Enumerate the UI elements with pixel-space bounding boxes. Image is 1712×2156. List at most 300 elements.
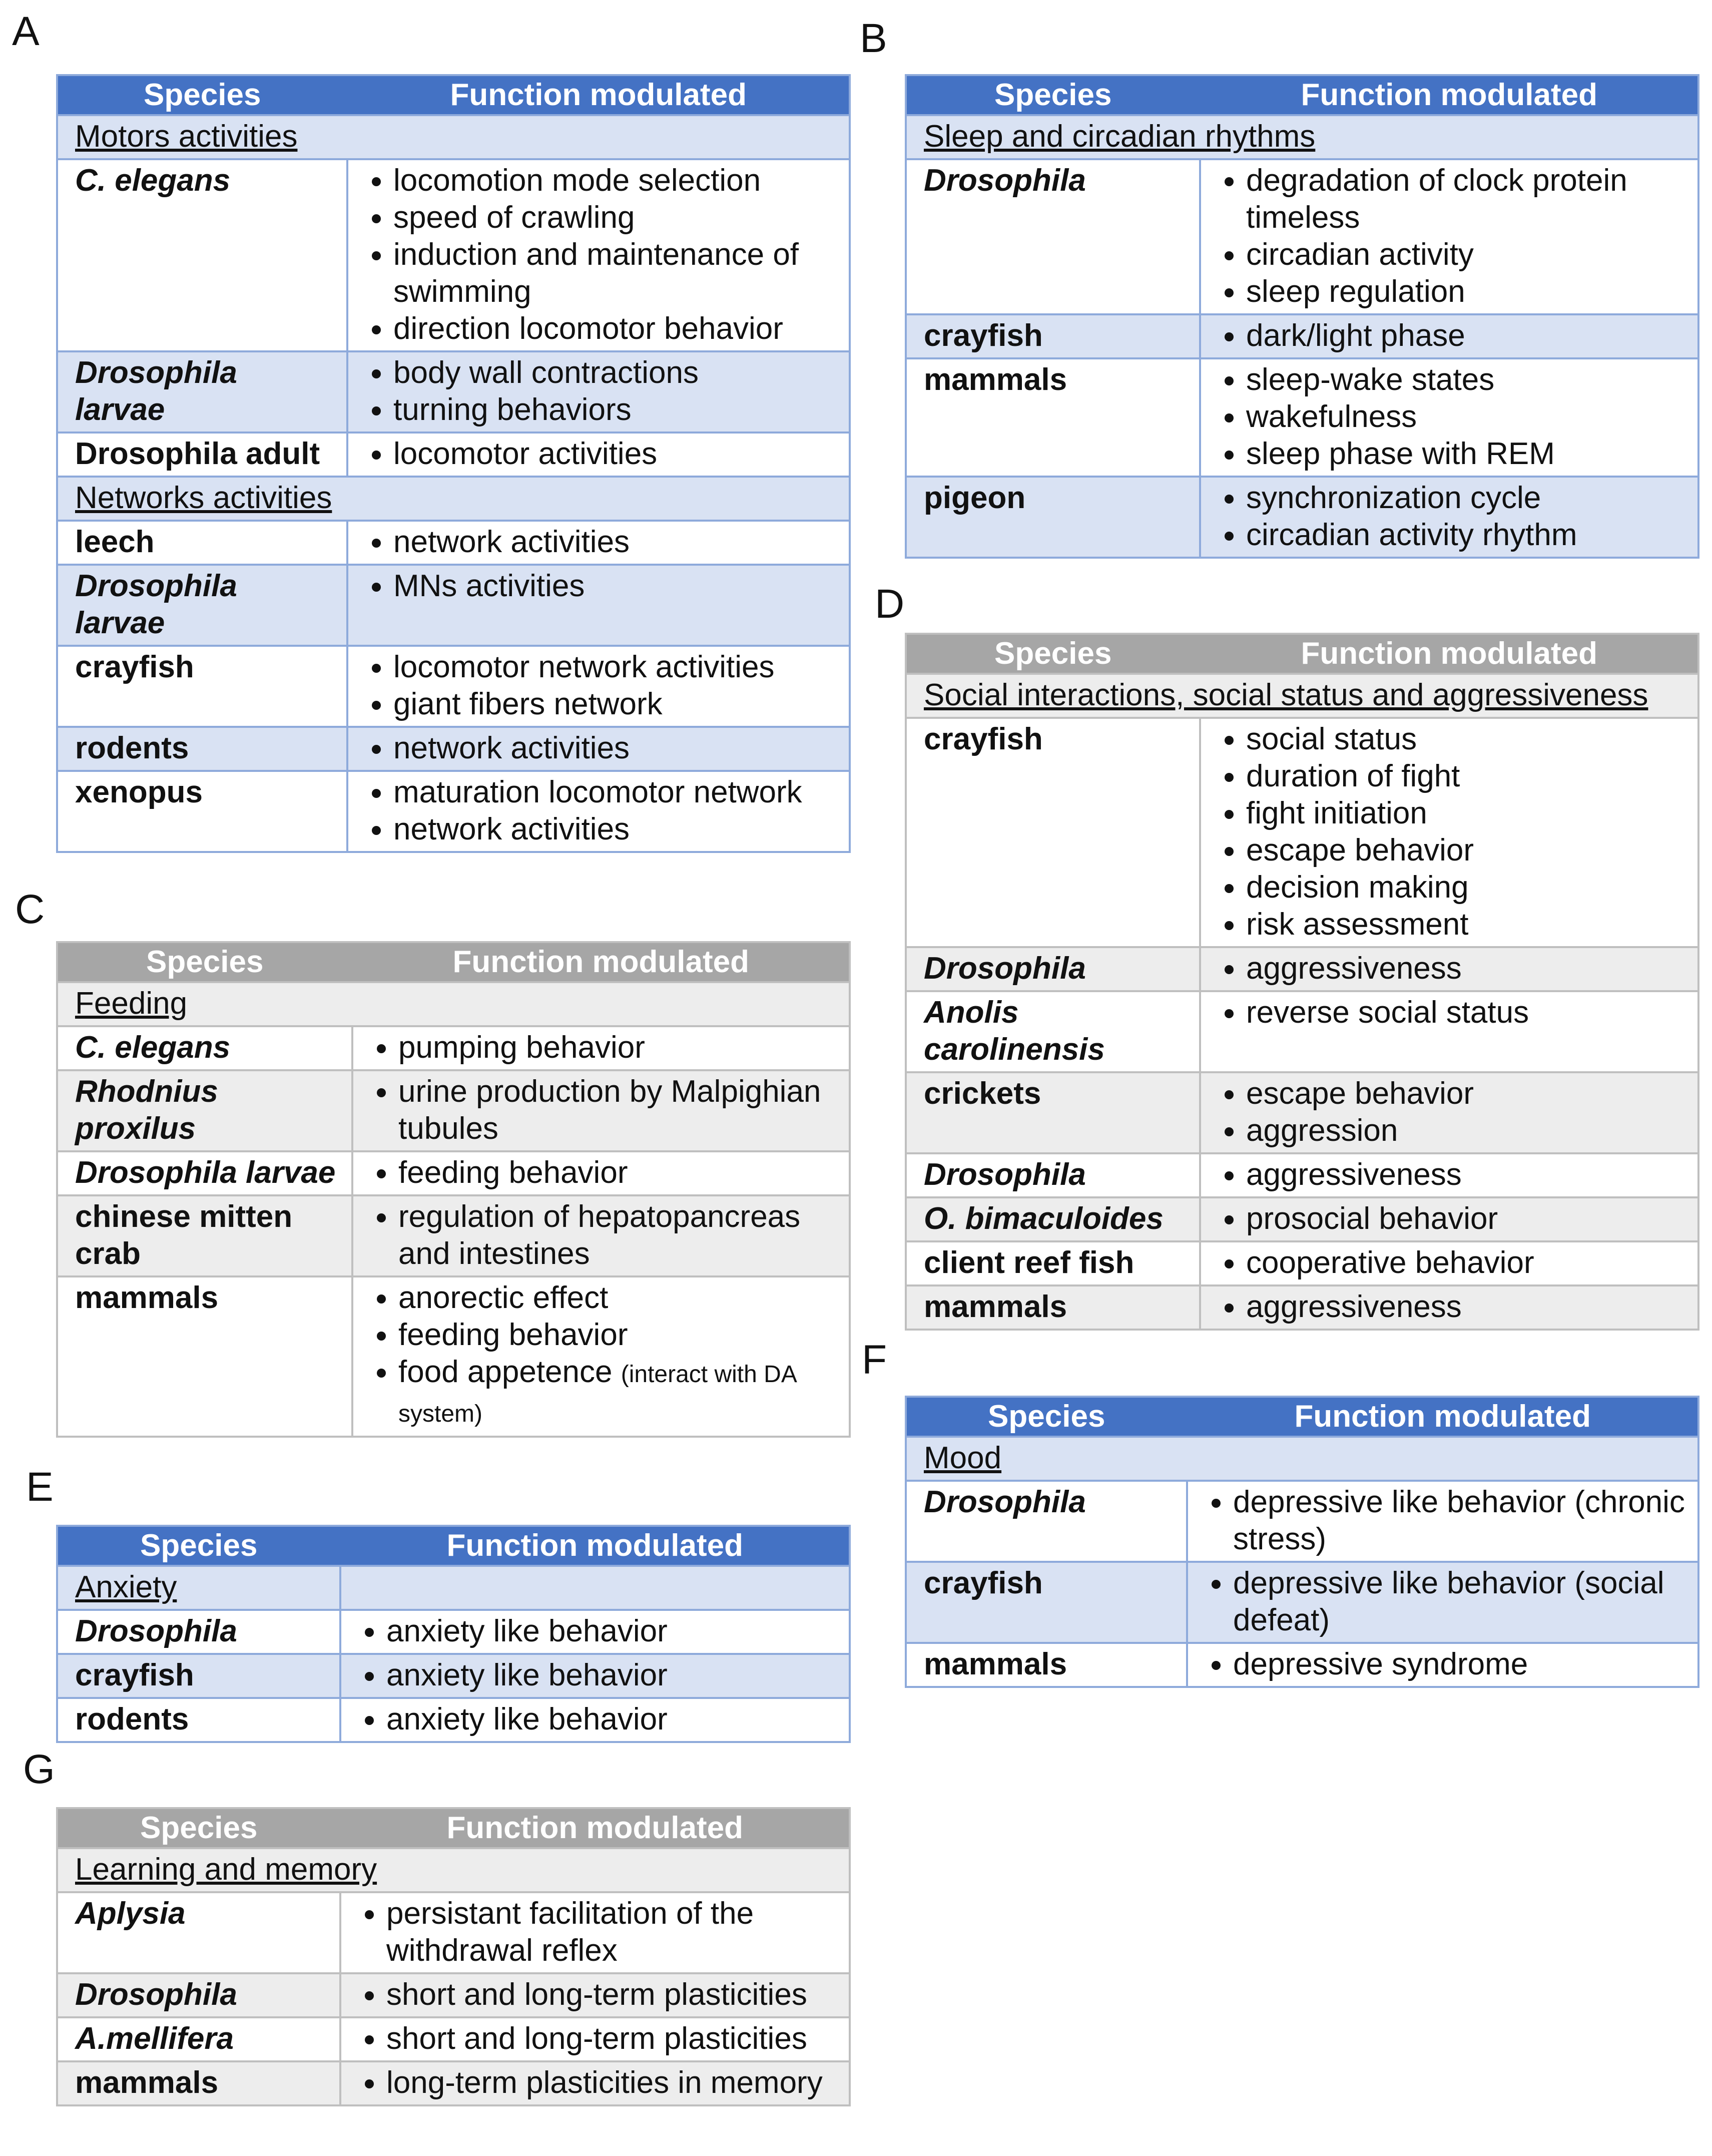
- function-cell: [340, 1698, 850, 1742]
- function-text: body wall contractions: [393, 355, 699, 390]
- species-cell: mammals: [906, 358, 1200, 477]
- species-column-header: Species: [57, 1808, 340, 1848]
- header-row: [57, 942, 850, 982]
- table-row: [906, 1643, 1698, 1687]
- function-column-header: Function modulated: [340, 1808, 850, 1848]
- species-cell: Drosophila: [906, 1481, 1187, 1562]
- function-column-header: Function modulated: [1200, 634, 1698, 674]
- table-row: [906, 159, 1698, 314]
- panel-a-table: [56, 74, 851, 853]
- function-item: [393, 686, 838, 723]
- category-label: Mood: [906, 1437, 1698, 1481]
- function-cell: [347, 771, 850, 852]
- species-cell: crickets: [906, 1072, 1200, 1153]
- function-item: [393, 436, 838, 473]
- function-list: [370, 1029, 838, 1066]
- function-text: urine production by Malpighian tubules: [398, 1074, 821, 1146]
- function-cell: [1200, 477, 1698, 558]
- function-list: [365, 162, 838, 347]
- function-item: [398, 1198, 838, 1272]
- function-text: sleep regulation: [1246, 274, 1465, 309]
- function-text: social status: [1246, 722, 1417, 756]
- function-item: [393, 730, 838, 767]
- table-row: [57, 1070, 850, 1151]
- function-item: [1233, 1484, 1686, 1558]
- header-row: [906, 75, 1698, 115]
- panel-c-table: [56, 941, 851, 1438]
- table-row: [906, 718, 1698, 947]
- category-label: Sleep and circadian rhythms: [906, 115, 1698, 159]
- function-item: [393, 199, 838, 236]
- species-cell: crayfish: [906, 314, 1200, 358]
- function-text: giant fibers network: [393, 687, 663, 721]
- function-item: [386, 1895, 838, 1969]
- header-row: [906, 634, 1698, 674]
- species-cell: crayfish: [57, 646, 347, 727]
- category-row: [906, 115, 1698, 159]
- table-row: [906, 1072, 1698, 1153]
- panel-letter-a: A: [12, 9, 40, 54]
- function-cell: [347, 565, 850, 646]
- function-item: [393, 811, 838, 848]
- function-item: [1246, 950, 1686, 987]
- function-list: [1218, 317, 1686, 354]
- function-text: network activities: [393, 525, 630, 559]
- function-list: [1218, 994, 1686, 1031]
- table-row: [57, 433, 850, 477]
- function-cell: [352, 1070, 850, 1151]
- function-item: [1233, 1565, 1686, 1639]
- species-cell: Rhodnius proxilus: [57, 1070, 352, 1151]
- function-text: short and long-term plasticities: [386, 1977, 807, 2012]
- function-list: [370, 1073, 838, 1147]
- function-list: [358, 1701, 838, 1738]
- function-item: [386, 1657, 838, 1694]
- header-row: [57, 1526, 850, 1566]
- table-row: [906, 314, 1698, 358]
- category-label: Learning and memory: [57, 1848, 850, 1892]
- species-cell: C. elegans: [57, 1026, 352, 1070]
- table-row: [906, 947, 1698, 991]
- species-cell: crayfish: [906, 718, 1200, 947]
- function-cell: [340, 2017, 850, 2061]
- function-cell: [340, 1610, 850, 1654]
- function-item: [386, 1976, 838, 2013]
- panel-letter-g: G: [23, 1747, 55, 1792]
- function-text: locomotion mode selection: [393, 163, 761, 198]
- function-cell: [1200, 1153, 1698, 1197]
- function-text: aggressiveness: [1246, 1157, 1462, 1192]
- species-cell: Drosophila: [906, 947, 1200, 991]
- table-row: [906, 1241, 1698, 1285]
- function-text: escape behavior: [1246, 1076, 1474, 1111]
- function-cell: [1187, 1643, 1698, 1687]
- function-cell: [340, 1654, 850, 1698]
- function-text: circadian activity rhythm: [1246, 518, 1577, 552]
- table-row: [57, 565, 850, 646]
- species-cell: pigeon: [906, 477, 1200, 558]
- function-cell: [347, 646, 850, 727]
- category-label: Motors activities: [57, 115, 850, 159]
- function-list: [1205, 1565, 1686, 1639]
- species-cell: Drosophila larvae: [57, 1151, 352, 1195]
- function-cell: [1200, 1241, 1698, 1285]
- panel-letter-f: F: [862, 1337, 887, 1383]
- function-list: [358, 2020, 838, 2057]
- function-list: [358, 1657, 838, 1694]
- function-column-header: Function modulated: [352, 942, 850, 982]
- function-cell: [347, 727, 850, 771]
- function-cell: [340, 1892, 850, 1973]
- species-cell: Drosophila: [57, 1973, 340, 2017]
- function-column-header: Function modulated: [340, 1526, 850, 1566]
- species-cell: A.mellifera: [57, 2017, 340, 2061]
- function-item: [386, 1701, 838, 1738]
- category-row: [906, 1437, 1698, 1481]
- function-column-header: Function modulated: [1187, 1397, 1698, 1437]
- function-text: risk assessment: [1246, 907, 1469, 942]
- species-cell: chinese mitten crab: [57, 1195, 352, 1276]
- species-cell: Drosophila adult: [57, 433, 347, 477]
- table-row: [906, 991, 1698, 1072]
- function-list: [365, 524, 838, 561]
- table-row: [57, 1973, 850, 2017]
- function-list: [365, 568, 838, 605]
- function-list: [1218, 950, 1686, 987]
- species-column-header: Species: [57, 1526, 340, 1566]
- function-text: aggression: [1246, 1113, 1398, 1148]
- function-list: [1218, 1288, 1686, 1326]
- species-column-header: Species: [906, 634, 1200, 674]
- table-row: [906, 1562, 1698, 1643]
- function-text: pumping behavior: [398, 1030, 645, 1065]
- species-column-header: Species: [57, 942, 352, 982]
- table-row: [57, 646, 850, 727]
- function-text: speed of crawling: [393, 200, 635, 235]
- function-text: food appetence: [398, 1355, 613, 1389]
- function-text: anorectic effect: [398, 1280, 609, 1315]
- function-item: [386, 2020, 838, 2057]
- species-cell: leech: [57, 521, 347, 565]
- table-row: [57, 2061, 850, 2105]
- function-list: [1218, 1075, 1686, 1149]
- function-cell: [1200, 991, 1698, 1072]
- function-item: [386, 2064, 838, 2101]
- header-row: [906, 1397, 1698, 1437]
- category-row: [57, 1848, 850, 1892]
- function-item: [1246, 795, 1686, 832]
- function-text: synchronization cycle: [1246, 481, 1541, 515]
- species-cell: Anolis carolinensis: [906, 991, 1200, 1072]
- species-cell: rodents: [57, 727, 347, 771]
- function-list: [1218, 361, 1686, 473]
- table-row: [57, 1276, 850, 1437]
- species-cell: Drosophila larvae: [57, 565, 347, 646]
- function-item: [1246, 436, 1686, 473]
- function-list: [358, 1613, 838, 1650]
- header-row: [57, 1808, 850, 1848]
- function-item: [1246, 162, 1686, 236]
- function-text: reverse social status: [1246, 995, 1529, 1030]
- function-item: [393, 649, 838, 686]
- table-row: [57, 351, 850, 433]
- function-text: MNs activities: [393, 569, 585, 603]
- function-note: (interact with DA system): [398, 1361, 796, 1427]
- function-list: [365, 649, 838, 723]
- function-text: locomotor network activities: [393, 650, 775, 684]
- function-list: [365, 774, 838, 848]
- function-item: [1246, 1288, 1686, 1326]
- function-text: direction locomotor behavior: [393, 311, 783, 346]
- function-text: turning behaviors: [393, 392, 632, 427]
- category-row: [57, 115, 850, 159]
- function-text: decision making: [1246, 870, 1469, 905]
- function-list: [1205, 1484, 1686, 1558]
- function-list: [1218, 1156, 1686, 1193]
- function-item: [398, 1154, 838, 1191]
- function-item: [1233, 1646, 1686, 1683]
- species-cell: mammals: [906, 1643, 1187, 1687]
- panel-e-table: [56, 1525, 851, 1743]
- function-text: short and long-term plasticities: [386, 2021, 807, 2056]
- panel-g-table: [56, 1807, 851, 2106]
- table-row: [57, 159, 850, 351]
- function-text: feeding behavior: [398, 1318, 628, 1352]
- function-cell: [347, 351, 850, 433]
- species-cell: mammals: [57, 1276, 352, 1437]
- function-item: [1246, 1112, 1686, 1149]
- table-row: [57, 1195, 850, 1276]
- table-row: [57, 1026, 850, 1070]
- table-row: [906, 1285, 1698, 1330]
- table-row: [57, 727, 850, 771]
- function-text: sleep phase with REM: [1246, 437, 1555, 471]
- species-cell: mammals: [57, 2061, 340, 2105]
- function-item: [1246, 317, 1686, 354]
- function-text: maturation locomotor network: [393, 775, 802, 809]
- function-column-header: Function modulated: [347, 75, 850, 115]
- function-item: [1246, 398, 1686, 436]
- function-cell: [352, 1276, 850, 1437]
- table-row: [57, 1610, 850, 1654]
- function-item: [398, 1354, 838, 1433]
- function-item: [393, 774, 838, 811]
- table-row: [906, 1481, 1698, 1562]
- function-item: [393, 391, 838, 428]
- category-label: Networks activities: [57, 477, 850, 521]
- function-item: [1246, 517, 1686, 554]
- species-cell: client reef fish: [906, 1241, 1200, 1285]
- species-cell: Drosophila: [906, 159, 1200, 314]
- function-cell: [340, 2061, 850, 2105]
- function-item: [1246, 273, 1686, 310]
- species-cell: rodents: [57, 1698, 340, 1742]
- function-cell: [1187, 1481, 1698, 1562]
- function-item: [393, 236, 838, 310]
- species-cell: crayfish: [906, 1562, 1187, 1643]
- function-text: escape behavior: [1246, 833, 1474, 868]
- category-label: Anxiety: [57, 1566, 340, 1610]
- function-text: induction and maintenance of swimming: [393, 237, 799, 309]
- empty-header-cell: [340, 1566, 850, 1610]
- panel-letter-e: E: [26, 1464, 54, 1510]
- function-column-header: Function modulated: [1200, 75, 1698, 115]
- function-item: [1246, 906, 1686, 943]
- function-text: anxiety like behavior: [386, 1658, 668, 1692]
- panel-letter-c: C: [15, 887, 45, 932]
- function-list: [1218, 480, 1686, 554]
- function-item: [1246, 1244, 1686, 1281]
- function-item: [398, 1073, 838, 1147]
- function-text: aggressiveness: [1246, 951, 1462, 986]
- function-list: [1218, 721, 1686, 943]
- function-item: [1246, 721, 1686, 758]
- species-column-header: Species: [906, 1397, 1187, 1437]
- function-text: fight initiation: [1246, 796, 1427, 830]
- function-list: [1218, 162, 1686, 310]
- function-cell: [340, 1973, 850, 2017]
- category-row: [57, 982, 850, 1026]
- category-label: Social interactions, social status and aggressiveness: [906, 674, 1698, 718]
- table-row: [57, 771, 850, 852]
- function-cell: [1187, 1562, 1698, 1643]
- function-text: depressive syndrome: [1233, 1647, 1528, 1681]
- function-text: duration of fight: [1246, 759, 1460, 793]
- function-item: [1246, 869, 1686, 906]
- function-item: [1246, 361, 1686, 398]
- header-row: [57, 75, 850, 115]
- function-list: [370, 1154, 838, 1191]
- function-list: [1218, 1200, 1686, 1237]
- function-cell: [1200, 1072, 1698, 1153]
- function-cell: [1200, 718, 1698, 947]
- table-row: [906, 1197, 1698, 1241]
- function-cell: [347, 159, 850, 351]
- function-item: [1246, 994, 1686, 1031]
- function-text: locomotor activities: [393, 437, 658, 471]
- function-text: depressive like behavior (chronic stress): [1233, 1485, 1685, 1556]
- table-row: [57, 521, 850, 565]
- function-list: [358, 1976, 838, 2013]
- species-cell: Drosophila: [57, 1610, 340, 1654]
- function-list: [1205, 1646, 1686, 1683]
- function-text: long-term plasticities in memory: [386, 2065, 823, 2100]
- function-text: dark/light phase: [1246, 318, 1465, 353]
- function-list: [370, 1198, 838, 1272]
- table-row: [906, 477, 1698, 558]
- function-text: anxiety like behavior: [386, 1702, 668, 1737]
- function-item: [1246, 1075, 1686, 1112]
- function-list: [370, 1279, 838, 1433]
- function-text: circadian activity: [1246, 237, 1474, 272]
- category-label: Feeding: [57, 982, 850, 1026]
- function-list: [365, 730, 838, 767]
- function-text: depressive like behavior (social defeat): [1233, 1566, 1664, 1637]
- function-item: [398, 1317, 838, 1354]
- function-item: [1246, 1200, 1686, 1237]
- function-text: wakefulness: [1246, 399, 1417, 434]
- table-row: [57, 2017, 850, 2061]
- function-cell: [1200, 947, 1698, 991]
- species-cell: xenopus: [57, 771, 347, 852]
- function-item: [398, 1279, 838, 1317]
- function-cell: [352, 1151, 850, 1195]
- species-cell: C. elegans: [57, 159, 347, 351]
- species-column-header: Species: [906, 75, 1200, 115]
- function-item: [1246, 236, 1686, 273]
- category-row: [57, 1566, 850, 1610]
- table-row: [57, 1151, 850, 1195]
- function-text: regulation of hepatopancreas and intestines: [398, 1199, 801, 1271]
- panel-f-table: [905, 1396, 1699, 1688]
- function-text: aggressiveness: [1246, 1289, 1462, 1324]
- function-item: [393, 354, 838, 391]
- function-text: feeding behavior: [398, 1155, 628, 1190]
- function-text: network activities: [393, 812, 630, 846]
- category-row: [57, 477, 850, 521]
- function-item: [393, 524, 838, 561]
- table-row: [57, 1892, 850, 1973]
- function-text: cooperative behavior: [1246, 1245, 1534, 1280]
- function-cell: [1200, 1197, 1698, 1241]
- species-cell: O. bimaculoides: [906, 1197, 1200, 1241]
- function-cell: [352, 1195, 850, 1276]
- species-cell: mammals: [906, 1285, 1200, 1330]
- function-text: persistant facilitation of the withdrawal reflex: [386, 1896, 754, 1968]
- function-item: [1246, 480, 1686, 517]
- panel-letter-b: B: [860, 16, 887, 61]
- function-item: [1246, 758, 1686, 795]
- function-cell: [1200, 159, 1698, 314]
- panel-d-table: [905, 633, 1699, 1331]
- function-cell: [1200, 358, 1698, 477]
- function-item: [393, 162, 838, 199]
- function-item: [1246, 1156, 1686, 1193]
- species-column-header: Species: [57, 75, 347, 115]
- species-cell: Drosophila larvae: [57, 351, 347, 433]
- function-item: [398, 1029, 838, 1066]
- function-list: [365, 436, 838, 473]
- function-list: [365, 354, 838, 428]
- category-row: [906, 674, 1698, 718]
- species-cell: crayfish: [57, 1654, 340, 1698]
- function-text: network activities: [393, 731, 630, 765]
- function-cell: [347, 433, 850, 477]
- function-item: [1246, 832, 1686, 869]
- table-row: [906, 1153, 1698, 1197]
- table-row: [906, 358, 1698, 477]
- panel-b-table: [905, 74, 1699, 559]
- species-cell: Drosophila: [906, 1153, 1200, 1197]
- function-text: anxiety like behavior: [386, 1614, 668, 1648]
- panel-letter-d: D: [875, 581, 905, 627]
- function-item: [393, 310, 838, 347]
- function-list: [358, 1895, 838, 1969]
- function-list: [358, 2064, 838, 2101]
- function-cell: [1200, 1285, 1698, 1330]
- species-cell: Aplysia: [57, 1892, 340, 1973]
- table-row: [57, 1698, 850, 1742]
- function-cell: [352, 1026, 850, 1070]
- function-cell: [347, 521, 850, 565]
- function-item: [393, 568, 838, 605]
- function-item: [386, 1613, 838, 1650]
- function-text: prosocial behavior: [1246, 1201, 1498, 1236]
- function-list: [1218, 1244, 1686, 1281]
- function-cell: [1200, 314, 1698, 358]
- table-row: [57, 1654, 850, 1698]
- function-text: degradation of clock protein timeless: [1246, 163, 1627, 235]
